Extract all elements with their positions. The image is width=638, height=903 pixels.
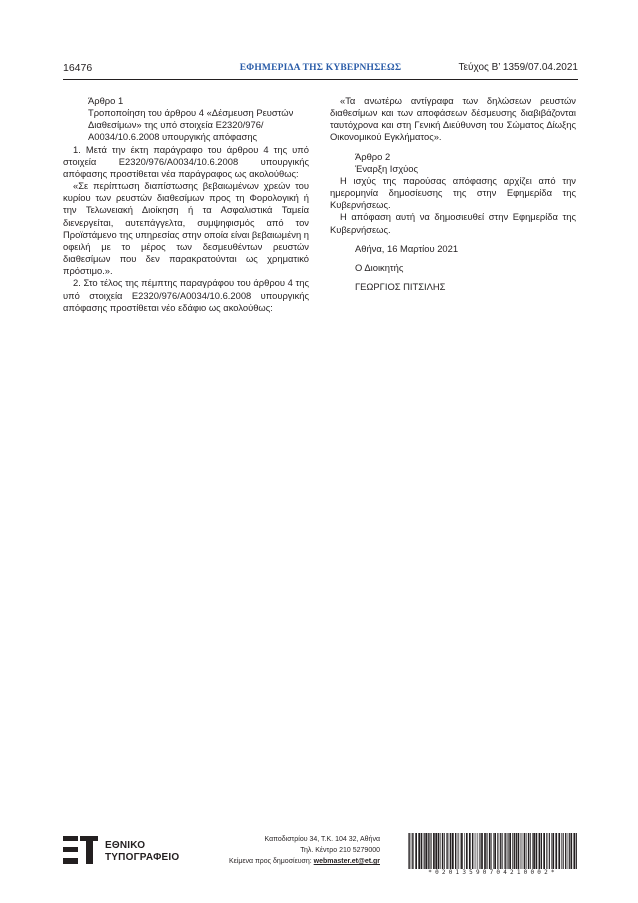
national-printing-office-logo (63, 836, 183, 866)
gazette-title: ΕΦΗΜΕΡΙΔΑ ΤΗΣ ΚΥΒΕΡΝΗΣΕΩΣ (239, 63, 402, 73)
issue-reference: Τεύχος Β’ 1359/07.04.2021 (458, 62, 578, 73)
article-1-title: Τροποποίηση του άρθρου 4 «Δέσμευση Ρευστών Διαθεσίμων» της υπό στοιχεία Ε2320/976/Α0034/10.6.2008 υπουργικής απόφασης (88, 107, 294, 143)
email-label: Κείμενα προς δημοσίευση: (228, 858, 312, 865)
signer-name: ΓΕΩΡΓΙΟΣ ΠΙΤΣΙΛΗΣ (355, 281, 446, 293)
address: Καποδιστρίου 34, Τ.Κ. 104 32, Αθήνα (264, 836, 380, 843)
email-line (200, 856, 380, 867)
email-link[interactable]: webmaster.et@et.gr (313, 858, 380, 865)
place-date: Αθήνα, 16 Μαρτίου 2021 (355, 242, 459, 254)
paragraph: 1. Μετά την έκτη παράγραφο του άρθρου 4 της υπό στοιχεία Ε2320/976/Α0034/10.6.2008 υπουργικής απόφασης προστίθεται νέα παράγραφος ως ακολούθως: (63, 143, 309, 179)
page-number: 16476 (63, 62, 93, 74)
article-2-title: Έναρξη Ισχύος (355, 162, 418, 174)
article-2-heading: Άρθρο 2 (355, 150, 391, 162)
paragraph: 2. Στο τέλος της πέμπτης παραγράφου του άρθρου 4 της υπό στοιχεία Ε2320/976/Α0034/10.6.2008 υπουργικής απόφασης προστίθεται νέο εδάφιο ως ακολούθως: (63, 277, 309, 313)
paragraph: Η απόφαση αυτή να δημοσιευθεί στην Εφημερίδα της Κυβερνήσεως. (330, 211, 576, 235)
page-header (63, 62, 578, 78)
right-column (330, 95, 576, 293)
header-divider (63, 79, 578, 80)
barcode (407, 833, 579, 869)
et-logo-icon (63, 836, 98, 864)
signer-role: Ο Διοικητής (355, 261, 404, 273)
footer-contact (200, 834, 380, 867)
paragraph: «Τα ανωτέρω αντίγραφα των δηλώσεων ρευστών διαθεσίμων και των αποφάσεων δέσμευσης διαβιβάζονται ταυτόχρονα και στη Γενική Διεύθυνση του Σώματος Δίωξης Οικονομικού Εγκλήματος». (330, 95, 576, 143)
article-1-heading: Άρθρο 1 (88, 95, 124, 106)
paragraph: Η ισχύς της παρούσας απόφασης αρχίζει από την ημερομηνία δημοσίευσης της στην Εφημερίδα της Κυβερνήσεως. (330, 174, 576, 211)
phone: Τηλ. Κέντρο 210 5279000 (300, 847, 380, 854)
paragraph: «Σε περίπτωση διαπίστωσης βεβαιωμένων χρεών του κυρίου των ρευστών διαθεσίμων προς τη Φορολογική ή την Τελωνειακή Διοίκηση ή τα Ασφαλιστικά Ταμεία διενεργείται, αυτεπάγγελτα, συμψηφισμός από τον Προϊστάμενο της υπηρεσίας στην οποία είναι βεβαιωμένη η οφειλή με το μέρος των δεσμευθέντων ρευστών διαθεσίμων που δεν παρακρατούνται ως χρηματικό πρόστιμο.». (63, 180, 309, 277)
left-column (63, 95, 309, 314)
logo-text: ΕΘΝΙΚΟ ΤΥΠΟΓΡΑΦΕΙΟ (105, 840, 180, 863)
barcode-digits: *02013590704210002* (428, 869, 558, 876)
